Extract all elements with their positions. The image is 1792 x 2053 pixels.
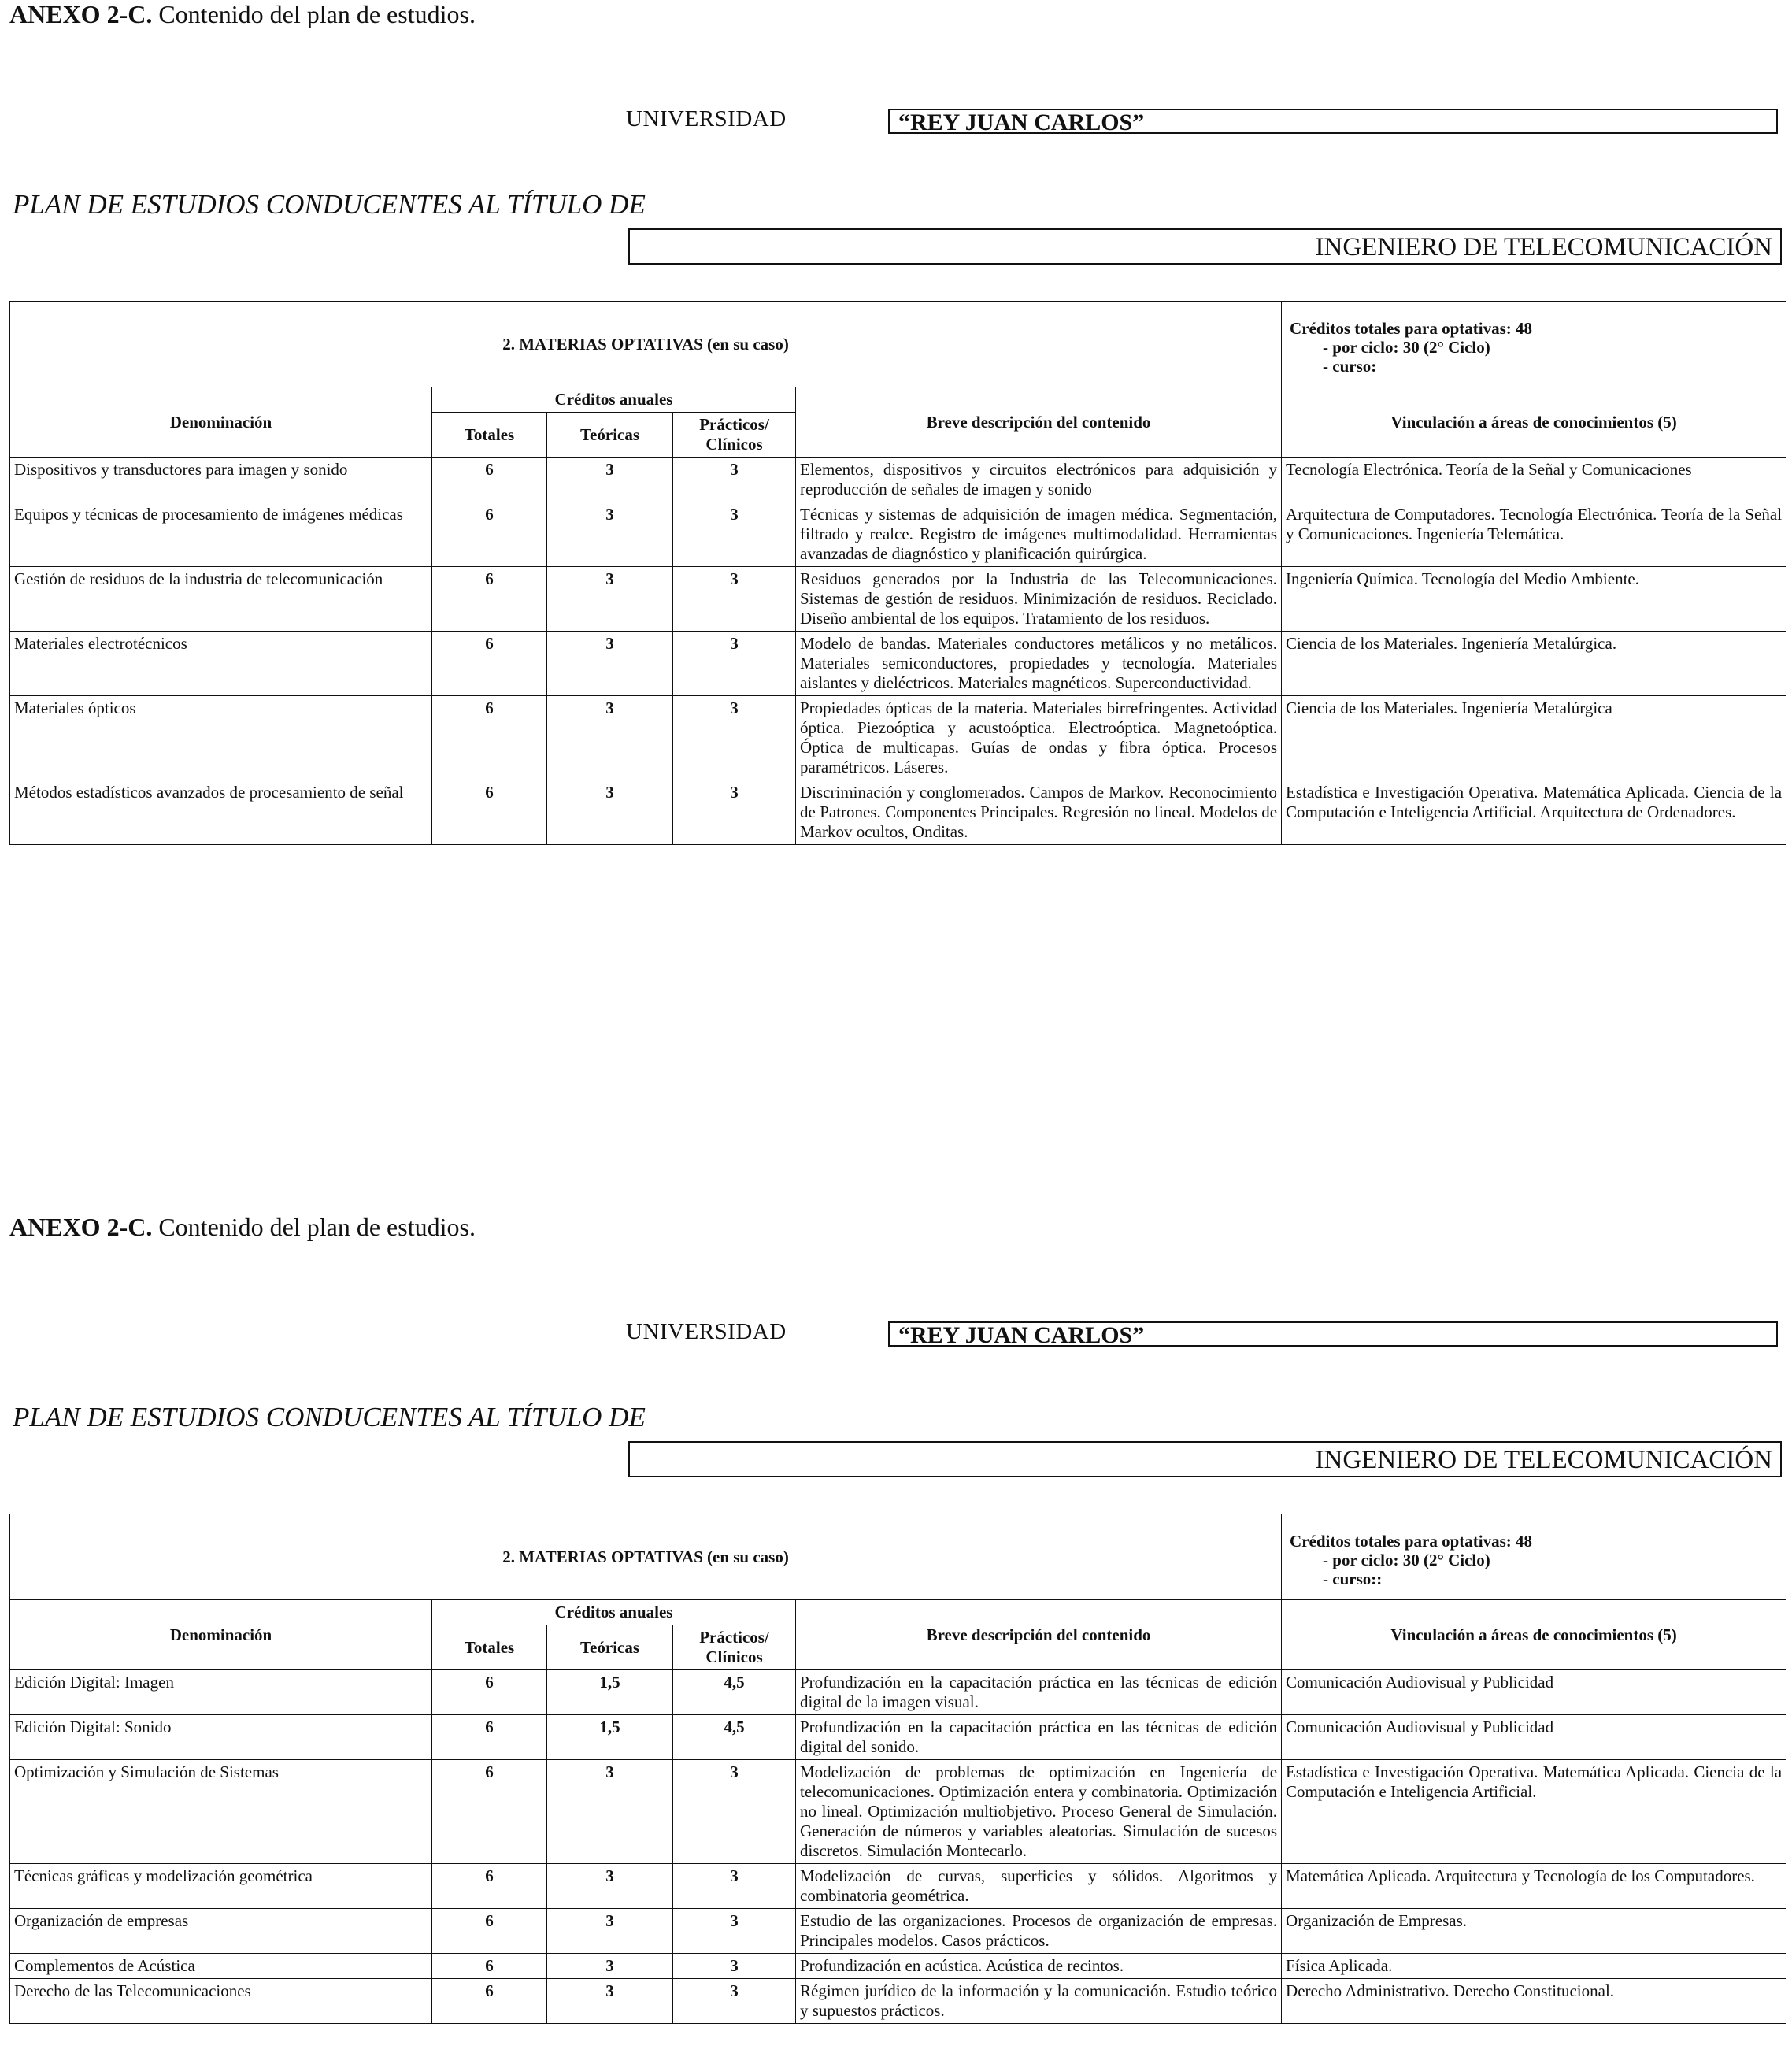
header-teoricas: Teóricas <box>547 413 673 458</box>
knowledge-areas: Organización de Empresas. <box>1282 1909 1786 1954</box>
credits-practice: 3 <box>673 780 796 845</box>
credits-practice: 3 <box>673 632 796 696</box>
knowledge-areas: Ciencia de los Materiales. Ingeniería Metalúrgica. <box>1282 632 1786 696</box>
credits-theory: 3 <box>547 1954 673 1979</box>
subject-description: Propiedades ópticas de la materia. Materiales birrefringentes. Actividad óptica. Piezoóptica y acustoóptica. Electroóptica. Magnetoóptica. Óptica de multicapas. Guías de ondas y fibra óptica. Procesos paramétricos. Láseres. <box>796 696 1282 780</box>
subject-description: Discriminación y conglomerados. Campos de Markov. Reconocimiento de Patrones. Componentes Principales. Regresión no lineal. Modelos de Markov ocultos, Onditas. <box>796 780 1282 845</box>
subject-name: Complementos de Acústica <box>10 1954 432 1979</box>
header-denominacion: Denominación <box>10 1600 432 1670</box>
knowledge-areas: Comunicación Audiovisual y Publicidad <box>1282 1670 1786 1715</box>
credits-total: 6 <box>432 632 547 696</box>
credits-theory: 3 <box>547 1979 673 2024</box>
subject-description: Técnicas y sistemas de adquisición de imagen médica. Segmentación, filtrado y realce. Registro de imágenes multimodalidad. Herramientas avanzadas de diagnóstico y planificación quirúrgica. <box>796 502 1282 567</box>
knowledge-areas: Arquitectura de Computadores. Tecnología Electrónica. Teoría de la Señal y Comunicaciones. Ingeniería Telemática. <box>1282 502 1786 567</box>
table-row <box>10 632 1786 696</box>
header-totales: Totales <box>432 1625 547 1670</box>
subject-name: Derecho de las Telecomunicaciones <box>10 1979 432 2024</box>
subject-description: Profundización en acústica. Acústica de recintos. <box>796 1954 1282 1979</box>
table-row <box>10 1670 1786 1715</box>
table-row <box>10 696 1786 780</box>
table-row <box>10 780 1786 845</box>
credits-total: 6 <box>432 567 547 632</box>
header-creditos: Créditos anuales <box>432 1600 796 1625</box>
knowledge-areas: Tecnología Electrónica. Teoría de la Señal y Comunicaciones <box>1282 458 1786 502</box>
subject-name: Métodos estadísticos avanzados de procesamiento de señal <box>10 780 432 845</box>
degree-title: INGENIERO DE TELECOMUNICACIÓN <box>628 228 1782 265</box>
header-vinculacion: Vinculación a áreas de conocimientos (5) <box>1282 1600 1786 1670</box>
optional-subjects-table <box>9 1514 1786 2024</box>
table-row <box>10 1909 1786 1954</box>
header-vinculacion: Vinculación a áreas de conocimientos (5) <box>1282 387 1786 458</box>
subject-description: Modelización de curvas, superficies y sólidos. Algoritmos y combinatoria geométrica. <box>796 1864 1282 1909</box>
credits-practice: 3 <box>673 1954 796 1979</box>
credits-practice: 3 <box>673 458 796 502</box>
knowledge-areas: Estadística e Investigación Operativa. Matemática Aplicada. Ciencia de la Computación e Inteligencia Artificial. <box>1282 1760 1786 1864</box>
credits-theory: 3 <box>547 1909 673 1954</box>
annex-heading: ANEXO 2-C. Contenido del plan de estudios. <box>9 1213 476 1241</box>
credits-total: 6 <box>432 780 547 845</box>
subject-name: Materiales ópticos <box>10 696 432 780</box>
degree-title: INGENIERO DE TELECOMUNICACIÓN <box>628 1441 1782 1477</box>
credits-practice: 4,5 <box>673 1715 796 1760</box>
knowledge-areas: Comunicación Audiovisual y Publicidad <box>1282 1715 1786 1760</box>
table-row <box>10 1715 1786 1760</box>
table-row <box>10 1954 1786 1979</box>
knowledge-areas: Ciencia de los Materiales. Ingeniería Metalúrgica <box>1282 696 1786 780</box>
credits-total: 6 <box>432 458 547 502</box>
subject-name: Edición Digital: Sonido <box>10 1715 432 1760</box>
credits-theory: 3 <box>547 696 673 780</box>
subject-description: Régimen jurídico de la información y la comunicación. Estudio teórico y supuestos prácticos. <box>796 1979 1282 2024</box>
credits-theory: 1,5 <box>547 1715 673 1760</box>
credits-theory: 3 <box>547 632 673 696</box>
credits-total: 6 <box>432 1954 547 1979</box>
credits-practice: 3 <box>673 1909 796 1954</box>
subject-description: Residuos generados por la Industria de las Telecomunicaciones. Sistemas de gestión de residuos. Minimización de residuos. Reciclado. Diseño ambiental de los equipos. Tratamiento de los residuos. <box>796 567 1282 632</box>
subject-name: Dispositivos y transductores para imagen y sonido <box>10 458 432 502</box>
credits-total: 6 <box>432 696 547 780</box>
university-name: “REY JUAN CARLOS” <box>888 1321 1778 1347</box>
credits-practice: 3 <box>673 1760 796 1864</box>
knowledge-areas: Física Aplicada. <box>1282 1954 1786 1979</box>
subject-name: Edición Digital: Imagen <box>10 1670 432 1715</box>
credits-theory: 3 <box>547 1760 673 1864</box>
table-row <box>10 1979 1786 2024</box>
header-descripcion: Breve descripción del contenido <box>796 387 1282 458</box>
credits-summary: Créditos totales para optativas: 48 - por ciclo: 30 (2° Ciclo) - curso:: <box>1282 1514 1786 1600</box>
header-descripcion: Breve descripción del contenido <box>796 1600 1282 1670</box>
credits-theory: 3 <box>547 567 673 632</box>
credits-theory: 3 <box>547 458 673 502</box>
credits-practice: 3 <box>673 1864 796 1909</box>
knowledge-areas: Estadística e Investigación Operativa. Matemática Aplicada. Ciencia de la Computación e Inteligencia Artificial. Arquitectura de Ordenadores. <box>1282 780 1786 845</box>
credits-summary: Créditos totales para optativas: 48 - por ciclo: 30 (2° Ciclo) - curso: <box>1282 302 1786 387</box>
credits-theory: 3 <box>547 1864 673 1909</box>
credits-total: 6 <box>432 502 547 567</box>
subject-name: Organización de empresas <box>10 1909 432 1954</box>
header-teoricas: Teóricas <box>547 1625 673 1670</box>
annex-heading: ANEXO 2-C. Contenido del plan de estudios. <box>9 0 476 28</box>
credits-total: 6 <box>432 1909 547 1954</box>
subject-description: Profundización en la capacitación práctica en las técnicas de edición digital de la imagen visual. <box>796 1670 1282 1715</box>
credits-total: 6 <box>432 1670 547 1715</box>
subject-description: Profundización en la capacitación práctica en las técnicas de edición digital del sonido. <box>796 1715 1282 1760</box>
header-totales: Totales <box>432 413 547 458</box>
optional-subjects-table <box>9 301 1786 845</box>
subject-name: Técnicas gráficas y modelización geométrica <box>10 1864 432 1909</box>
header-practicos: Prácticos/ Clínicos <box>673 413 796 458</box>
header-practicos: Prácticos/ Clínicos <box>673 1625 796 1670</box>
credits-total: 6 <box>432 1760 547 1864</box>
subject-description: Modelo de bandas. Materiales conductores metálicos y no metálicos. Materiales semiconductores, propiedades y tecnología. Materiales aislantes y dieléctricos. Materiales magnéticos. Superconductividad. <box>796 632 1282 696</box>
subject-description: Elementos, dispositivos y circuitos electrónicos para adquisición y reproducción de señales de imagen y sonido <box>796 458 1282 502</box>
credits-theory: 3 <box>547 502 673 567</box>
credits-practice: 3 <box>673 502 796 567</box>
subject-name: Gestión de residuos de la industria de telecomunicación <box>10 567 432 632</box>
section-title: 2. MATERIAS OPTATIVAS (en su caso) <box>10 302 1282 387</box>
knowledge-areas: Derecho Administrativo. Derecho Constitucional. <box>1282 1979 1786 2024</box>
university-label: UNIVERSIDAD <box>626 1319 787 1344</box>
credits-practice: 3 <box>673 567 796 632</box>
table-row <box>10 458 1786 502</box>
credits-total: 6 <box>432 1979 547 2024</box>
subject-name: Optimización y Simulación de Sistemas <box>10 1760 432 1864</box>
knowledge-areas: Ingeniería Química. Tecnología del Medio Ambiente. <box>1282 567 1786 632</box>
credits-total: 6 <box>432 1715 547 1760</box>
table-row <box>10 1760 1786 1864</box>
header-creditos: Créditos anuales <box>432 387 796 413</box>
credits-total: 6 <box>432 1864 547 1909</box>
table-row <box>10 502 1786 567</box>
credits-theory: 1,5 <box>547 1670 673 1715</box>
header-denominacion: Denominación <box>10 387 432 458</box>
subject-name: Equipos y técnicas de procesamiento de imágenes médicas <box>10 502 432 567</box>
credits-practice: 3 <box>673 1979 796 2024</box>
table-row <box>10 567 1786 632</box>
university-label: UNIVERSIDAD <box>626 106 787 132</box>
credits-theory: 3 <box>547 780 673 845</box>
plan-title: PLAN DE ESTUDIOS CONDUCENTES AL TÍTULO DE <box>13 1402 646 1432</box>
table-row <box>10 1864 1786 1909</box>
subject-description: Modelización de problemas de optimización en Ingeniería de telecomunicaciones. Optimización entera y combinatoria. Optimización no lineal. Optimización multiobjetivo. Proceso General de Simulación. Generación de números y variables aleatorias. Simulación de sucesos discretos. Simulación Montecarlo. <box>796 1760 1282 1864</box>
subject-name: Materiales electrotécnicos <box>10 632 432 696</box>
plan-title: PLAN DE ESTUDIOS CONDUCENTES AL TÍTULO DE <box>13 189 646 220</box>
subject-description: Estudio de las organizaciones. Procesos de organización de empresas. Principales modelos. Casos prácticos. <box>796 1909 1282 1954</box>
section-title: 2. MATERIAS OPTATIVAS (en su caso) <box>10 1514 1282 1600</box>
knowledge-areas: Matemática Aplicada. Arquitectura y Tecnología de los Computadores. <box>1282 1864 1786 1909</box>
credits-practice: 3 <box>673 696 796 780</box>
credits-practice: 4,5 <box>673 1670 796 1715</box>
university-name: “REY JUAN CARLOS” <box>888 109 1778 134</box>
